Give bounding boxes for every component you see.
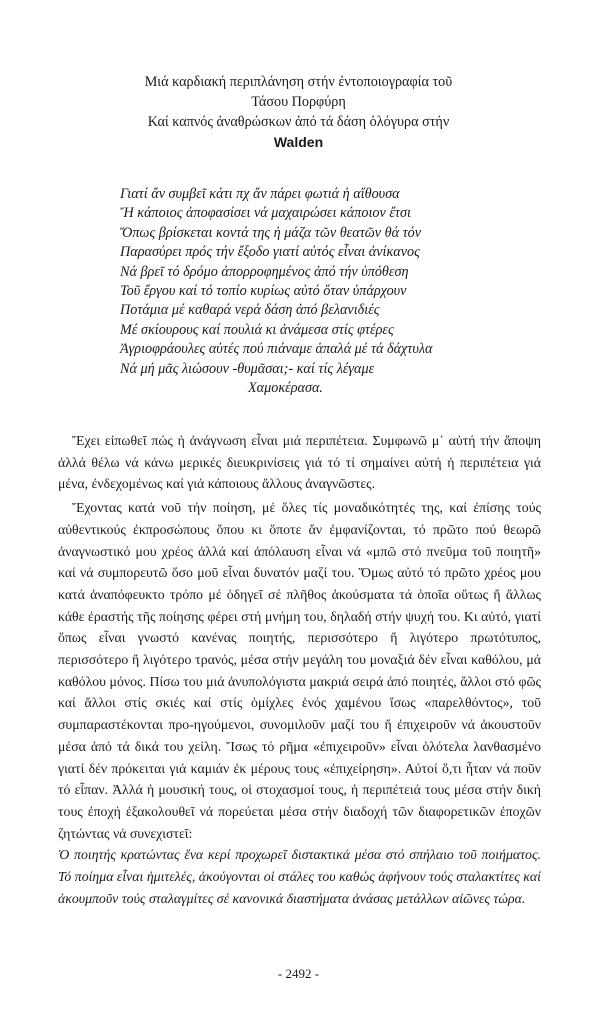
title-line-3: Καί καπνός ἀναθρώσκων ἀπό τά δάση ὁλόγυρα στήν: [147, 114, 450, 130]
title-block: [60, 72, 537, 152]
poem-line: Παρασύρει πρός τήν ἔξοδο γιατί αὐτός εἶναι ἀνίκανος: [120, 244, 420, 261]
poem-line: Γιατί ἄν συμβεῖ κάτι πχ ἄν πάρει φωτιά ἡ αἴθουσα: [120, 186, 400, 202]
poem-line: Νά μή μᾶς λιώσουν -θυμᾶσαι;- καί τίς λέγαμε: [120, 360, 375, 377]
paragraph: Ἔχοντας κατά νοῦ τήν ποίηση, μέ ὅλες τίς μοναδικότητές της, καί ἐπίσης τούς αὐθεντικούς ἐκπροσώπους ὅπου κι ὅποτε ἄν ἐμφανίζονται, τό πρῶτο πού θεωρῶ ἀναγνωστικό μου χρέος ἀλλά καί ἀπόλαυση εἶναι νά «μπῶ στό πνεῦμα τοῦ ποιητῆ» καί νά συμπορευτῶ ὅσο μοῦ εἶναι δυνατόν μαζί του. Ὅμως αὐτό τό πρῶτο χρέος μου κατά ἀναπόφευκτο τρόπο μέ ὁδηγεῖ σέ πλῆθος ἀκούσματα τά ὁποῖα οὕτως ἤ ἄλλως κάθε ἐραστής τῆς ποίησης φέρει στή μνήμη του, δηλαδή στήν ψυχή του. Κι αὐτό, γιατί ὅπως εἶναι γνωστό κανένας ποιητής, περισσότερο ἤ λιγότερο πρωτότυπος, περισσότερο ἤ λιγότερο τρανός, μέσα στήν μεγάλη του μοναξιά δέν εἶναι καθόλου, μά καθόλου μόνος. Πίσω του μιά ἀνυπολόγιστα μακριά σειρά ἀπό ποιητές, ἄλλοι στό φῶς καί ἄλλοι στίς σκιές καί στίς ὁμίχλες ἑνός χαμένου ἴσως «παρελθόντος», τοῦ συμπαραστέκονται προ-ηγούμενοι, συνομιλοῦν μαζί του ἤ ἐπιχειροῦν νά ἀκουστοῦν μέσα ἀπό τά δικά του χείλη. Ἴσως τό ρῆμα «ἐπιχειροῦν» εἶναι ὁλότελα λανθασμένο γιατί δέν πρόκειται γιά καμιάν ἐκ μέρους τους «ἐπιχείρηση». Αὐτοί ὅ,τι ἦταν νά ποῦν τό εἶπαν. Ἀλλά ἡ μουσική τους, οἱ στοχασμοί τους, ἡ περιπέτειά τους μέσα στήν δική τους ἐποχή ἐξακολουθεῖ νά πορεύεται μέσα στήν διαδοχή τῶν διαφορετικῶν ἐποχῶν ζητώντας νά συνεχιστεῖ:: [58, 500, 541, 841]
italic-paragraph: Ὁ ποιητής κρατώντας ἕνα κερί προχωρεῖ διστακτικά μέσα στό σπήλαιο τοῦ ποιήματος. Τό ποίημα εἶναι ἡμιτελές, ἀκούγονται οἱ στάλες του καθώς ἀφήνουν τούς σταλακτίτες καί ἀκουμποῦν τούς σταλαγμίτες σέ κανονικά διαστήματα ἀνάσας μετάλλων αἰῶνες τώρα.: [58, 847, 541, 906]
poem-line: Ποτάμια μέ καθαρά νερά δάση ἀπό βελανιδιές: [120, 302, 380, 319]
poem-line: Χαμοκέρασα.: [248, 380, 323, 397]
page-number: - 2492 -: [277, 966, 320, 981]
poem-excerpt: [120, 185, 520, 398]
paragraph: Ἔχει εἰπωθεῖ πώς ἡ ἀνάγνωση εἶναι μιά περιπέτεια. Συμφωνῶ μ᾽ αὐτή τήν ἄποψη ἀλλά θέλω νά κάνω μερικές διευκρινίσεις γιά τό τί σημαίνει αὐτή ἡ περιπέτεια γιά μένα, ἐνδεχομένως καί γιά κάποιους ἄλλους ἀναγνῶστες.: [58, 433, 541, 492]
poem-line: Ὅπως βρίσκεται κοντά της ἡ μάζα τῶν θεατῶν θά τόν: [120, 224, 422, 241]
title-line-walden: Walden: [273, 134, 324, 150]
poem-line: Τοῦ ἔργου καί τό τοπίο κυρίως αὐτό ὅταν ὑπάρχουν: [120, 283, 407, 300]
poem-line: Νά βρεῖ τό δρόμο ἀπορροφημένος ἀπό τήν ὑπόθεση: [120, 263, 409, 280]
title-line-1: Μιά καρδιακή περιπλάνηση στήν ἐντοποιογραφία τοῦ: [144, 74, 453, 90]
poem-line: Ἤ κάποιος ἀποφασίσει νά μαχαιρώσει κάποιον ἔτσι: [120, 205, 411, 222]
poem-line: Μέ σκίουρους καί πουλιά κι ἀνάμεσα στίς φτέρες: [120, 321, 394, 338]
body-text: [58, 430, 541, 909]
title-line-2: Τάσου Πορφύρη: [251, 94, 346, 110]
poem-line: Ἀγριοφράουλες αὐτές πού πιάναμε ἁπαλά μέ τά δάχτυλα: [120, 341, 433, 358]
